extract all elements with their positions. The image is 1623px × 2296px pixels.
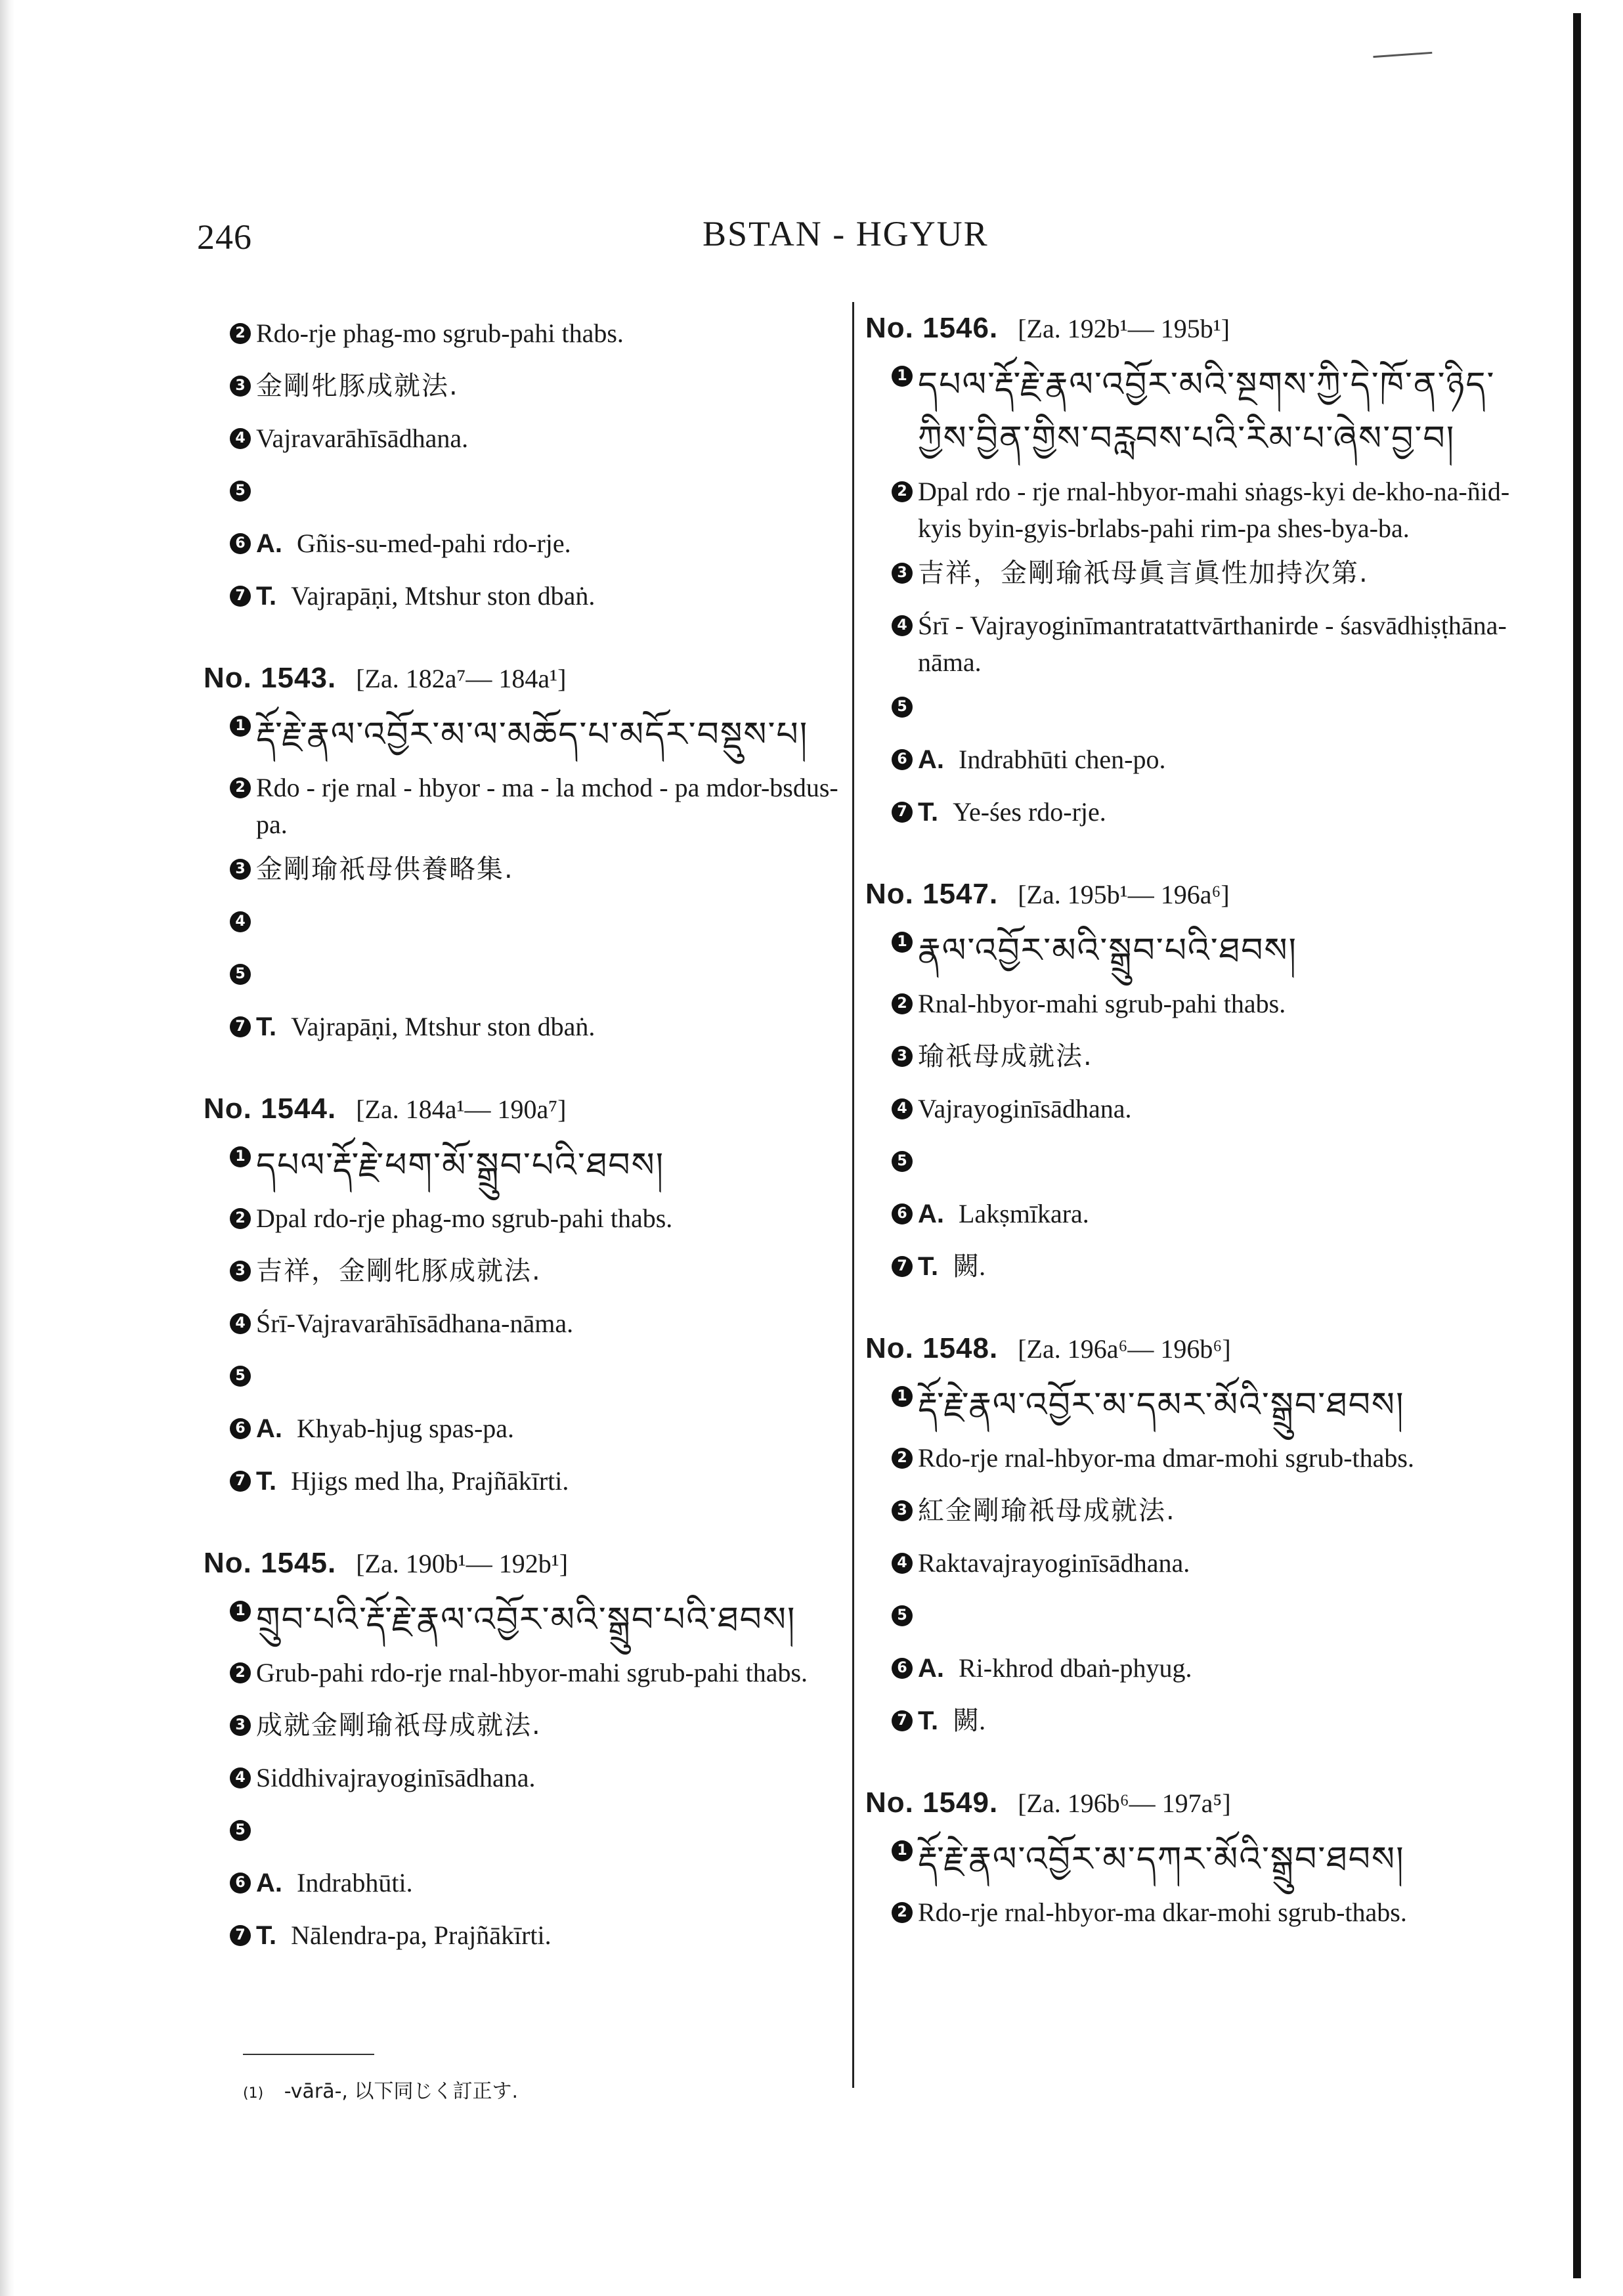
field-number-badge: 5 xyxy=(230,1366,251,1387)
field-number-badge: 4 xyxy=(230,1767,251,1788)
field-row-7 xyxy=(204,1917,850,1962)
field-row-6 xyxy=(204,1410,850,1455)
translator-label: T. xyxy=(256,1012,277,1041)
field-number-badge: 1 xyxy=(230,1146,251,1167)
chinese-title: 金剛瑜祇母供養略集. xyxy=(256,854,514,884)
entry-header xyxy=(204,1544,850,1584)
field-number-badge: 3 xyxy=(892,1500,913,1521)
field-number-badge: 7 xyxy=(892,1256,913,1277)
tibetan-title: རྣལ་འབྱོར་མའི་སྒྲུབ་པའི་ཐབས། xyxy=(918,931,1298,970)
field-number-badge: 5 xyxy=(892,1151,913,1172)
field-number-badge: 1 xyxy=(892,1840,913,1861)
translator-label: T. xyxy=(918,1252,939,1281)
field-number-badge: 5 xyxy=(892,697,913,718)
field-row-1 xyxy=(865,1378,1548,1432)
field-number-badge: 1 xyxy=(892,366,913,387)
field-row-1 xyxy=(865,1832,1548,1886)
field-number-badge: 4 xyxy=(230,1313,251,1334)
field-number-badge: 6 xyxy=(230,1873,251,1894)
field-number-badge: 5 xyxy=(892,1605,913,1626)
field-text: Lakṣmīkara. xyxy=(959,1199,1089,1228)
entry-number: No. 1543. xyxy=(204,662,337,694)
entry-1547 xyxy=(865,875,1548,1293)
entry-1542-continued xyxy=(204,315,850,622)
field-text: Rdo-rje rnal-hbyor-ma dmar-mohi sgrub-thabs. xyxy=(918,1443,1414,1473)
field-row-4 xyxy=(865,1545,1548,1590)
field-number-badge: 5 xyxy=(230,964,251,985)
field-number-badge: 2 xyxy=(230,777,251,798)
field-text: Dpal rdo - rje rnal-hbyor-mahi sṅags-kyi de-kho-na-ñid-kyis byin-gyis-brlabs-pahi rim-pa shes-bya-ba. xyxy=(918,477,1510,543)
entry-items xyxy=(865,1378,1548,1747)
entry-1544 xyxy=(204,1089,850,1507)
field-text: Vajrapāṇi, Mtshur ston dbaṅ. xyxy=(291,1012,595,1041)
field-number-badge: 7 xyxy=(230,1471,251,1492)
field-text: Rdo - rje rnal - hbyor - ma - la mchod - pa mdor-bsdus-pa. xyxy=(256,773,838,839)
field-number-badge: 3 xyxy=(892,563,913,584)
chinese-title: 吉祥，金剛瑜祇母眞言眞性加持次第. xyxy=(918,558,1369,588)
field-row-4 xyxy=(204,420,850,465)
field-row-4 xyxy=(204,1305,850,1350)
field-row-5 xyxy=(204,1812,850,1857)
field-row-2 xyxy=(204,1655,850,1699)
entry-reference: [Za. 196a⁶— 196b⁶] xyxy=(1018,1334,1231,1364)
field-row-1 xyxy=(204,1138,850,1192)
field-text: Rnal-hbyor-mahi sgrub-pahi thabs. xyxy=(918,989,1286,1018)
field-text: Śrī-Vajravarāhīsādhana-nāma. xyxy=(256,1309,574,1338)
entry-header xyxy=(865,875,1548,915)
tibetan-title: རྡོ་རྗེ་རྣལ་འབྱོར་མ་ལ་མཆོད་པ་མདོར་བསྡུས་པ། xyxy=(256,715,809,754)
entry-header xyxy=(204,1089,850,1129)
field-row-7 xyxy=(204,1008,850,1053)
field-number-badge: 3 xyxy=(230,376,251,397)
entry-items xyxy=(204,1593,850,1962)
footnote-mark: (1) xyxy=(243,2085,264,2102)
field-number-badge: 4 xyxy=(230,911,251,932)
field-row-3 xyxy=(204,1707,850,1752)
field-text: Indrabhūti chen-po. xyxy=(959,745,1166,774)
field-number-badge: 3 xyxy=(230,1715,251,1736)
author-label: A. xyxy=(918,1200,944,1228)
running-title: BSTAN - HGYUR xyxy=(703,214,989,253)
field-text: Siddhivajrayoginīsādhana. xyxy=(256,1763,536,1792)
entry-items xyxy=(865,1832,1548,1939)
field-number-badge: 2 xyxy=(892,481,913,502)
field-number-badge: 6 xyxy=(892,1658,913,1679)
entry-reference: [Za. 192b¹— 195b¹] xyxy=(1018,314,1230,343)
chinese-title: 吉祥，金剛牝豚成就法. xyxy=(256,1256,542,1286)
left-column xyxy=(204,315,850,1998)
scan-edge xyxy=(0,0,14,2296)
entry-reference: [Za. 195b¹— 196a⁶] xyxy=(1018,880,1230,909)
entry-number: No. 1545. xyxy=(204,1547,337,1579)
entry-items xyxy=(865,924,1548,1293)
field-row-6 xyxy=(204,1865,850,1909)
binding-rule xyxy=(1573,13,1581,2278)
field-row-5 xyxy=(204,956,850,1001)
field-text: Khyab-hjug spas-pa. xyxy=(297,1414,515,1443)
field-row-2 xyxy=(865,473,1548,547)
field-row-6 xyxy=(865,741,1548,786)
field-number-badge: 7 xyxy=(892,1710,913,1731)
field-row-2 xyxy=(204,1200,850,1245)
field-text: Dpal rdo-rje phag-mo sgrub-pahi thabs. xyxy=(256,1203,673,1233)
author-label: A. xyxy=(256,1869,282,1897)
entry-1545 xyxy=(204,1544,850,1962)
field-row-2 xyxy=(204,769,850,843)
translator-label: T. xyxy=(918,798,939,827)
field-row-4 xyxy=(865,607,1548,681)
entry-number: No. 1547. xyxy=(865,878,999,910)
entry-number: No. 1548. xyxy=(865,1332,999,1364)
field-number-badge: 2 xyxy=(892,993,913,1014)
field-text: Vajrayoginīsādhana. xyxy=(918,1094,1132,1123)
field-text: 闕. xyxy=(953,1706,986,1735)
entry-items xyxy=(865,358,1548,838)
footnote-text: -vārā-, 以下同じく訂正す. xyxy=(284,2080,519,2103)
field-text: Raktavajrayoginīsādhana. xyxy=(918,1548,1190,1578)
field-text: Ri-khrod dbaṅ-phyug. xyxy=(959,1653,1192,1683)
pencil-mark xyxy=(1372,26,1433,58)
tibetan-title: དཔལ་རྡོ་རྗེ་རྣལ་འབྱོར་མའི་སྔགས་ཀྱི་དེ་ཁོ་ན་ཉིད་ཀྱིས་བྱིན་གྱིས་བརླབས་པའི་རིམ་པ་ཞེས་བྱ་བ། xyxy=(918,365,1496,458)
field-number-badge: 7 xyxy=(230,1016,251,1037)
entry-header xyxy=(865,309,1548,349)
field-number-badge: 2 xyxy=(230,1208,251,1229)
field-number-badge: 5 xyxy=(230,1820,251,1841)
author-label: A. xyxy=(256,529,282,558)
field-number-badge: 1 xyxy=(230,716,251,737)
translator-label: T. xyxy=(256,582,277,611)
field-row-7 xyxy=(865,794,1548,838)
field-number-badge: 2 xyxy=(892,1448,913,1469)
entry-header xyxy=(865,1329,1548,1369)
field-row-3 xyxy=(865,555,1548,599)
field-row-2 xyxy=(865,1440,1548,1484)
entry-header xyxy=(204,659,850,699)
field-text: 闕. xyxy=(953,1251,986,1281)
field-text: Vajravarāhīsādhana. xyxy=(256,423,469,453)
field-text: Indrabhūti. xyxy=(297,1868,413,1897)
field-row-3 xyxy=(865,1492,1548,1537)
field-text: Ye-śes rdo-rje. xyxy=(953,797,1106,827)
field-row-4 xyxy=(865,1091,1548,1135)
tibetan-title: རྡོ་རྗེ་རྣལ་འབྱོར་མ་དམར་མོའི་སྒྲུབ་ཐབས། xyxy=(918,1385,1405,1425)
author-label: A. xyxy=(918,745,944,774)
tibetan-title: དཔལ་རྡོ་རྗེ་ཕག་མོ་སྒྲུབ་པའི་ཐབས། xyxy=(256,1146,665,1185)
chinese-title: 成就金剛瑜祇母成就法. xyxy=(256,1710,542,1741)
field-number-badge: 2 xyxy=(892,1902,913,1923)
field-text: Rdo-rje phag-mo sgrub-pahi thabs. xyxy=(256,318,624,348)
field-row-2 xyxy=(204,315,850,360)
translator-label: T. xyxy=(918,1706,939,1735)
entry-number: No. 1549. xyxy=(865,1787,999,1819)
field-row-1 xyxy=(865,924,1548,978)
field-row-6 xyxy=(865,1650,1548,1695)
entry-reference: [Za. 182a⁷— 184a¹] xyxy=(356,664,567,693)
field-number-badge: 7 xyxy=(892,802,913,823)
field-text: Nālendra-pa, Prajñākīrti. xyxy=(291,1920,552,1950)
field-number-badge: 7 xyxy=(230,586,251,607)
field-row-5 xyxy=(865,689,1548,733)
field-text: Gñis-su-med-pahi rdo-rje. xyxy=(297,529,571,558)
field-number-badge: 6 xyxy=(230,1418,251,1439)
field-row-3 xyxy=(204,1253,850,1297)
field-number-badge: 4 xyxy=(892,1098,913,1119)
field-row-1 xyxy=(865,358,1548,466)
field-number-badge: 4 xyxy=(892,1553,913,1574)
field-row-3 xyxy=(204,851,850,896)
field-row-7 xyxy=(865,1248,1548,1293)
field-number-badge: 3 xyxy=(230,859,251,880)
field-row-6 xyxy=(865,1196,1548,1240)
column-divider xyxy=(852,302,854,2088)
field-number-badge: 3 xyxy=(230,1261,251,1282)
field-row-1 xyxy=(204,1593,850,1647)
field-row-7 xyxy=(204,1463,850,1507)
field-number-badge: 1 xyxy=(892,1386,913,1407)
entry-1548 xyxy=(865,1329,1548,1747)
field-text: Vajrapāṇi, Mtshur ston dbaṅ. xyxy=(291,581,595,611)
chinese-title: 紅金剛瑜祇母成就法. xyxy=(918,1496,1176,1526)
field-row-2 xyxy=(865,1894,1548,1939)
entry-reference: [Za. 190b¹— 192b¹] xyxy=(356,1549,569,1578)
field-text: Hjigs med lha, Prajñākīrti. xyxy=(291,1466,569,1496)
field-number-badge: 6 xyxy=(892,1203,913,1224)
field-row-7 xyxy=(865,1702,1548,1747)
field-row-3 xyxy=(865,1038,1548,1083)
field-number-badge: 4 xyxy=(230,428,251,449)
author-label: A. xyxy=(256,1414,282,1443)
tibetan-title: གྲུབ་པའི་རྡོ་རྗེ་རྣལ་འབྱོར་མའི་སྒྲུབ་པའི་ཐབས། xyxy=(256,1600,796,1639)
page-number: 246 xyxy=(197,217,252,257)
field-row-2 xyxy=(865,986,1548,1030)
field-number-badge: 1 xyxy=(230,1601,251,1622)
footnote xyxy=(243,2075,518,2104)
field-row-1 xyxy=(204,708,850,762)
field-row-4 xyxy=(204,1760,850,1804)
entry-1549 xyxy=(865,1783,1548,1939)
translator-label: T. xyxy=(256,1467,277,1496)
field-text: Rdo-rje rnal-hbyor-ma dkar-mohi sgrub-thabs. xyxy=(918,1897,1407,1927)
entry-header xyxy=(865,1783,1548,1823)
entry-number: No. 1546. xyxy=(865,312,999,344)
entry-reference: [Za. 184a¹— 190a⁷] xyxy=(356,1094,567,1124)
field-number-badge: 4 xyxy=(892,615,913,636)
field-row-4 xyxy=(204,903,850,948)
entry-number: No. 1544. xyxy=(204,1093,337,1125)
field-number-badge: 2 xyxy=(230,323,251,344)
field-row-7 xyxy=(204,578,850,622)
field-number-badge: 5 xyxy=(230,481,251,502)
field-row-5 xyxy=(204,473,850,517)
field-row-5 xyxy=(865,1597,1548,1642)
field-number-badge: 6 xyxy=(892,749,913,770)
chinese-title: 金剛牝豚成就法. xyxy=(256,371,459,401)
field-number-badge: 3 xyxy=(892,1046,913,1067)
field-number-badge: 7 xyxy=(230,1925,251,1946)
field-number-badge: 2 xyxy=(230,1662,251,1683)
field-row-6 xyxy=(204,525,850,570)
entry-1543 xyxy=(204,659,850,1053)
field-text: Śrī - Vajrayoginīmantratattvārthanirde - śasvādhiṣṭhāna-nāma. xyxy=(918,611,1507,677)
field-text: Grub-pahi rdo-rje rnal-hbyor-mahi sgrub-pahi thabs. xyxy=(256,1658,808,1687)
field-row-3 xyxy=(204,368,850,412)
field-row-5 xyxy=(865,1143,1548,1188)
entry-reference: [Za. 196b⁶— 197a⁵] xyxy=(1018,1788,1231,1818)
field-number-badge: 1 xyxy=(892,932,913,953)
right-column xyxy=(865,309,1548,1975)
author-label: A. xyxy=(918,1654,944,1683)
entry-items xyxy=(204,1138,850,1507)
field-number-badge: 6 xyxy=(230,533,251,554)
footnote-rule xyxy=(243,2054,374,2055)
entry-items xyxy=(204,708,850,1053)
tibetan-title: རྡོ་རྗེ་རྣལ་འབྱོར་མ་དཀར་མོའི་སྒྲུབ་ཐབས། xyxy=(918,1840,1405,1879)
translator-label: T. xyxy=(256,1921,277,1950)
entry-1546 xyxy=(865,309,1548,838)
field-row-5 xyxy=(204,1358,850,1402)
chinese-title: 瑜祇母成就法. xyxy=(918,1041,1093,1072)
